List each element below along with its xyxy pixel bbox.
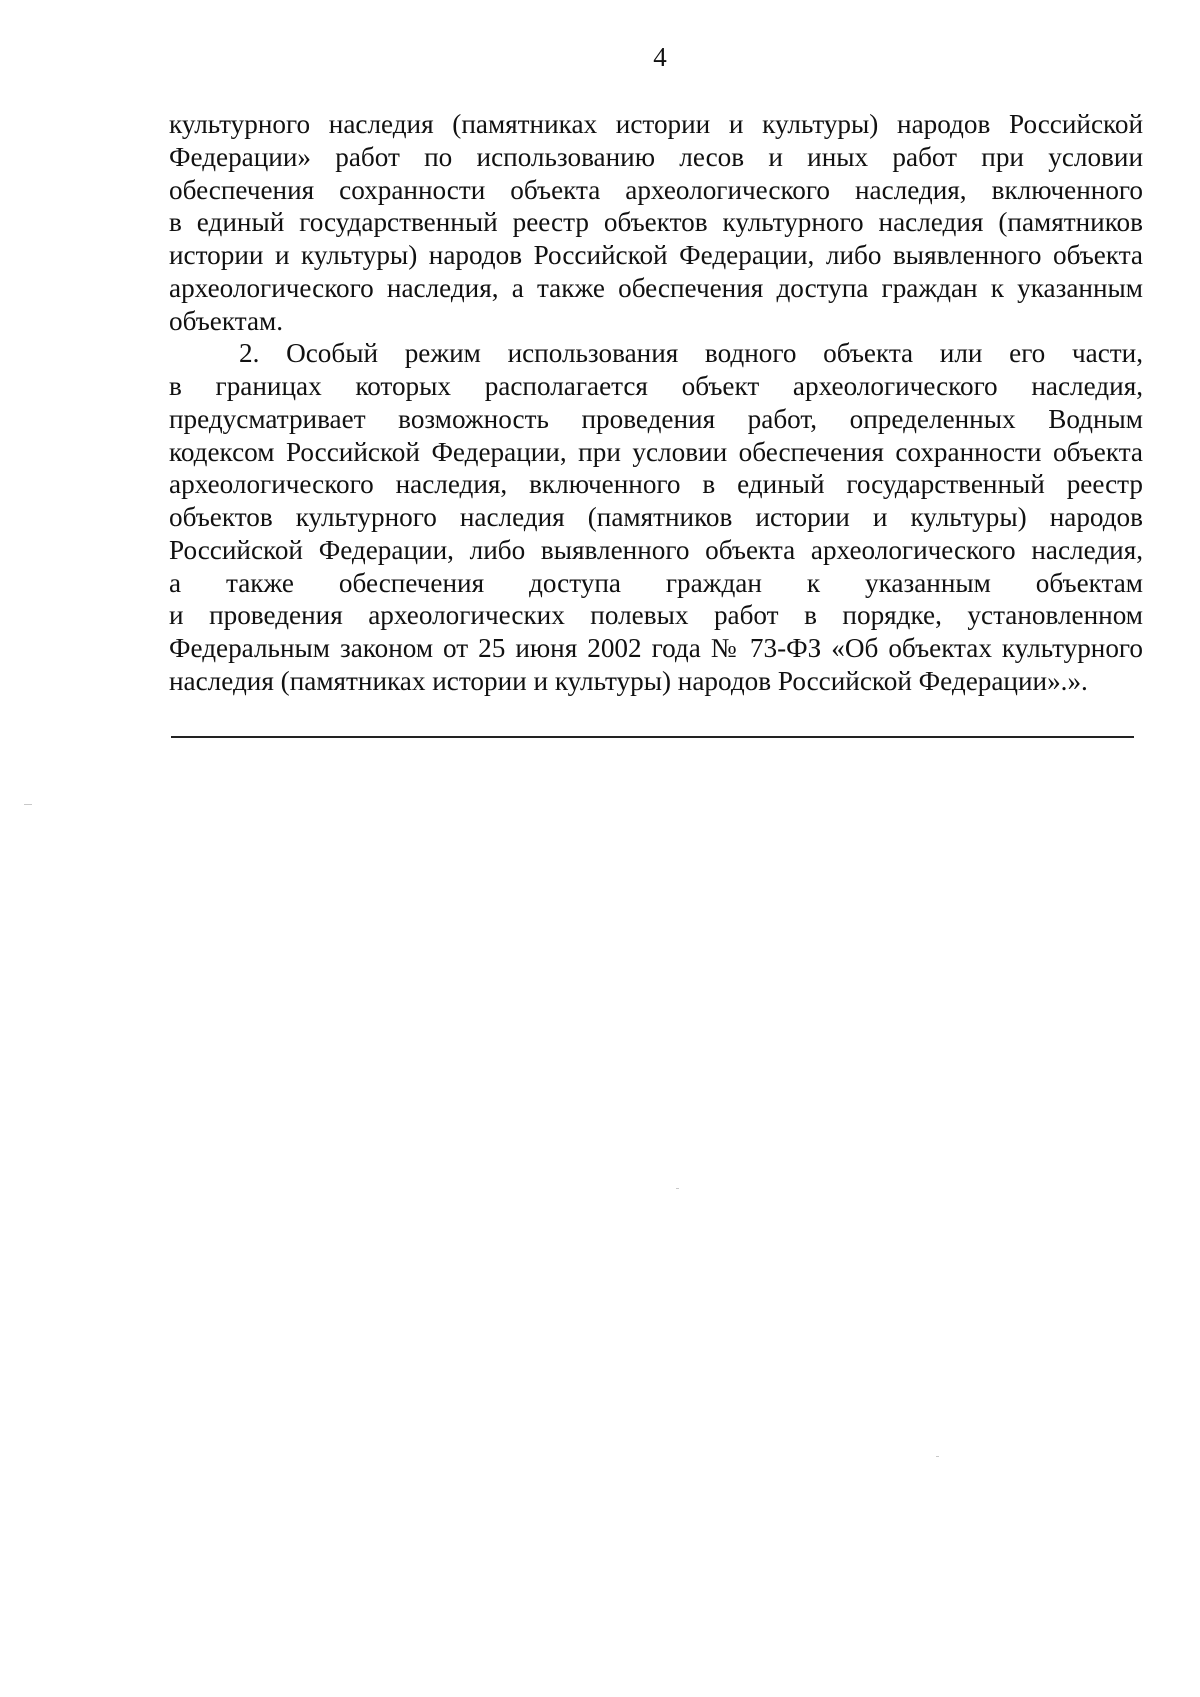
text-line: в границах которых располагается объект археологического наследия,: [169, 371, 1143, 401]
paragraph-continuation: [169, 108, 1143, 337]
text-line: истории и культуры) народов Российской Федерации, либо выявленного объекта: [169, 240, 1143, 270]
document-body: [169, 108, 1143, 698]
text-line: Федерации» работ по использованию лесов и иных работ при условии: [169, 141, 1143, 172]
scan-artifact: [24, 804, 32, 805]
text-line: археологического наследия, включенного в единый государственный реестр: [169, 469, 1143, 500]
text-line: кодексом Российской Федерации, при условии обеспечения сохранности объекта: [169, 436, 1143, 467]
text-line: Федеральным законом от 25 июня 2002 года № 73-ФЗ «Об объектах культурного: [169, 633, 1143, 663]
text-line: объектам.: [169, 305, 284, 336]
scan-artifact: [936, 1456, 939, 1457]
text-line: археологического наследия, а также обеспечения доступа граждан к указанным: [169, 272, 1143, 303]
end-of-text-rule: [171, 736, 1134, 738]
text-line: предусматривает возможность проведения работ, определенных Водным: [169, 403, 1143, 434]
paragraph-item-2: [169, 337, 1143, 697]
text-line: объектов культурного наследия (памятников истории и культуры) народов: [169, 502, 1143, 532]
text-line: Российской Федерации, либо выявленного объекта археологического наследия,: [169, 534, 1143, 565]
text-line: а также обеспечения доступа граждан к указанным объектам: [169, 567, 1143, 598]
text-line: 2. Особый режим использования водного объекта или его части,: [239, 338, 1143, 369]
text-line: обеспечения сохранности объекта археологического наследия, включенного: [169, 174, 1143, 205]
scan-artifact: [676, 1188, 679, 1189]
text-line: наследия (памятниках истории и культуры) народов Российской Федерации».».: [169, 665, 1088, 696]
page-number: 4: [653, 42, 667, 72]
text-line: культурного наследия (памятниках истории и культуры) народов Российской: [169, 109, 1143, 139]
text-line: и проведения археологических полевых работ в порядке, установленном: [169, 600, 1143, 631]
text-line: в единый государственный реестр объектов культурного наследия (памятников: [169, 207, 1143, 238]
